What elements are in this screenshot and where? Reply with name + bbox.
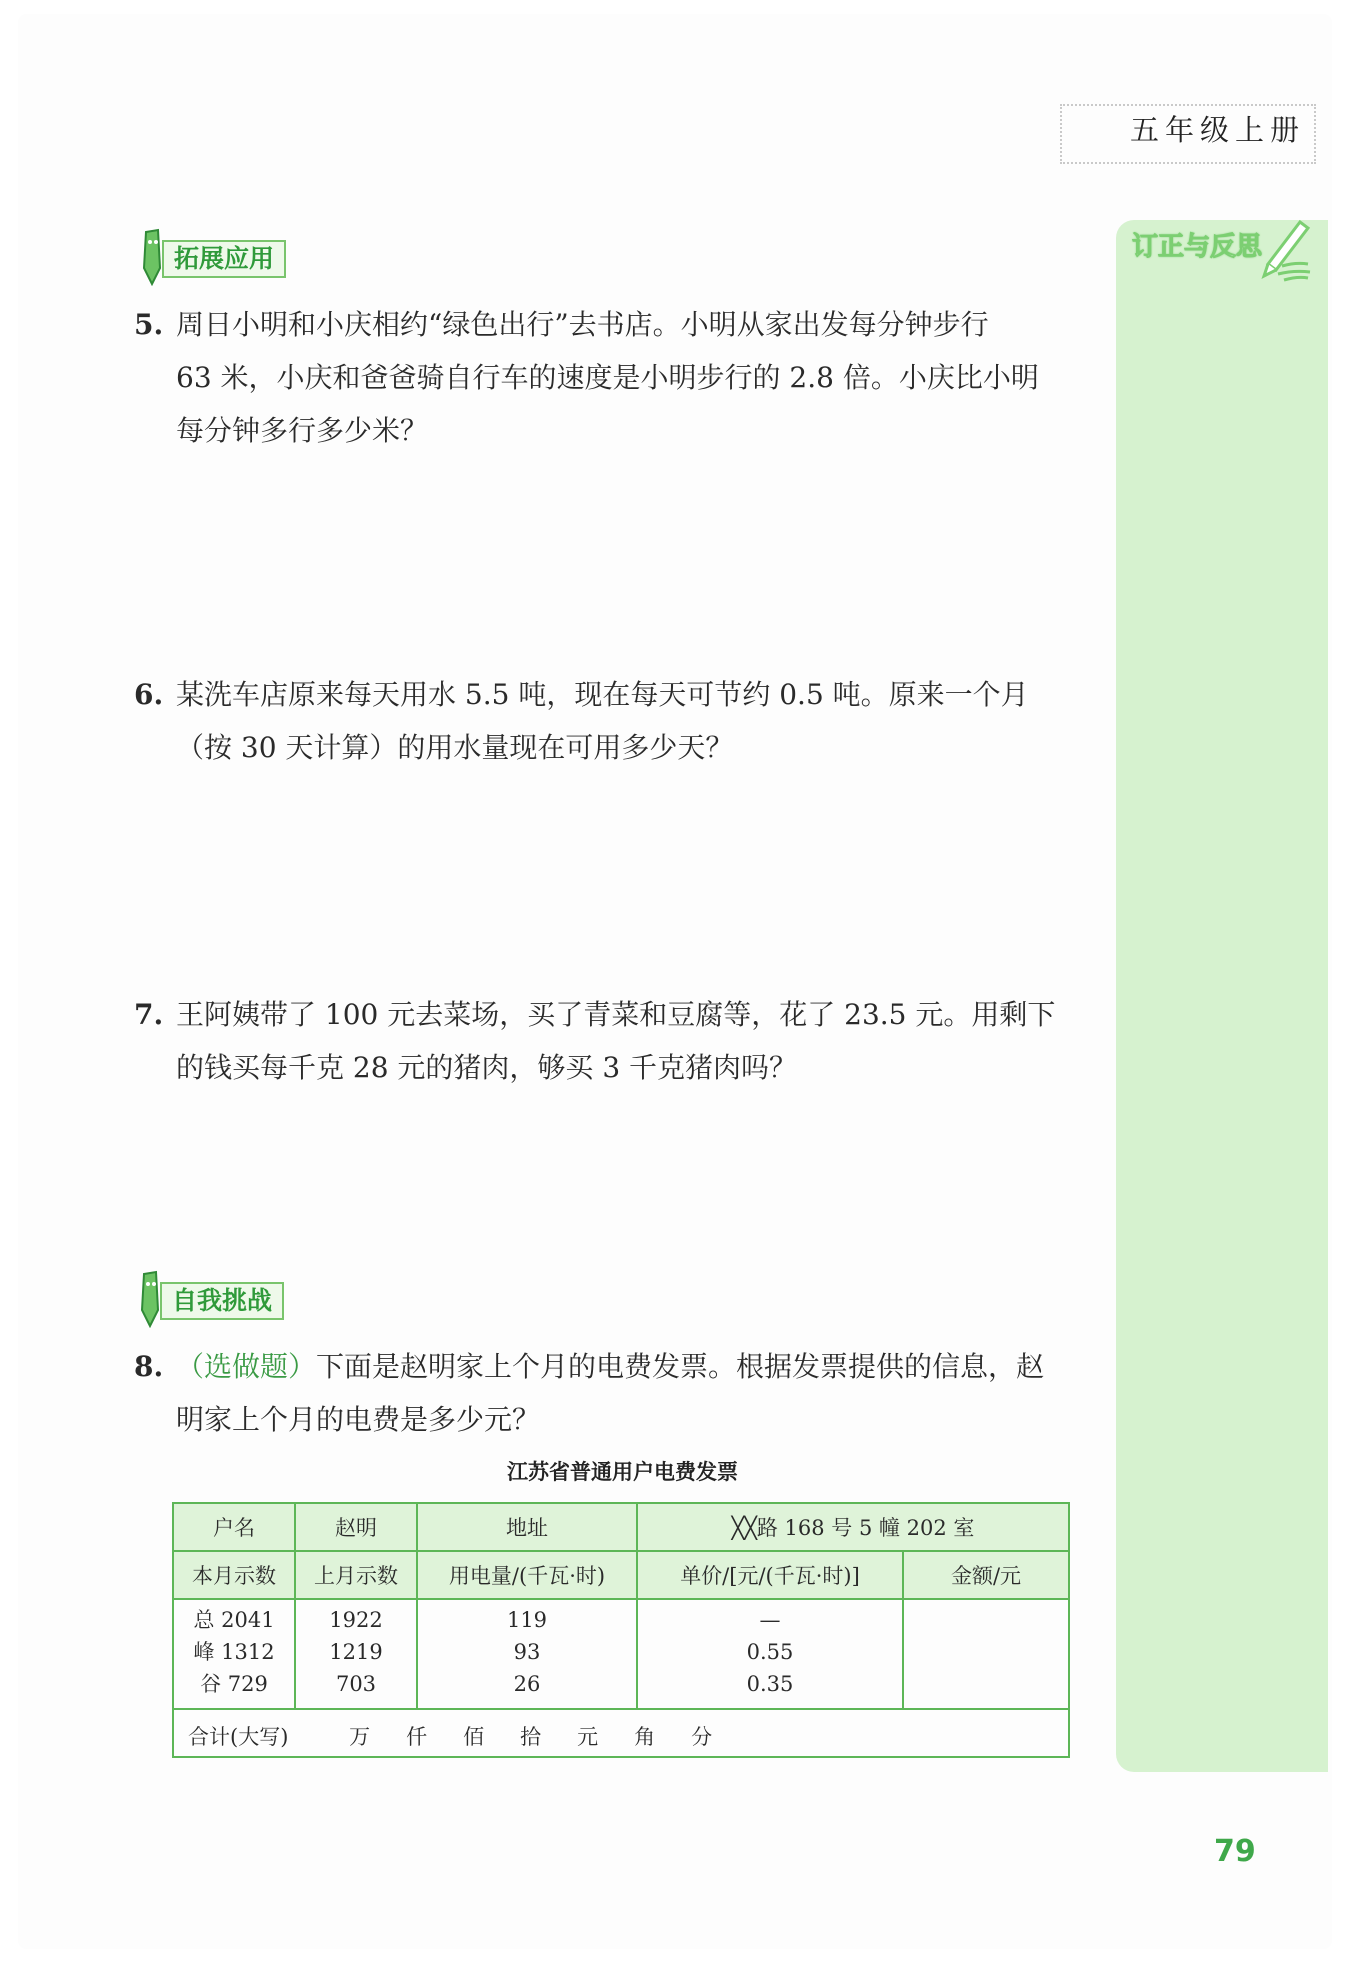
problem-line: 周日小明和小庆相约“绿色出行”去书店。小明从家出发每分钟步行 — [176, 308, 989, 341]
correction-sidebar — [1116, 220, 1328, 1772]
header-current-reading: 本月示数 — [192, 1564, 276, 1588]
usage-valley: 26 — [513, 1672, 541, 1696]
total-row — [188, 1722, 748, 1752]
unit-yuan: 元 — [577, 1725, 599, 1749]
address-value: ╳╳路 168 号 5 幢 202 室 — [731, 1516, 975, 1540]
unit-qian: 仟 — [406, 1725, 428, 1749]
header-amount: 金额/元 — [950, 1564, 1022, 1588]
problem-number: 7. — [134, 998, 164, 1031]
header-unit-price: 单价/[元/(千瓦·时)] — [680, 1564, 860, 1588]
problem-number: 5. — [134, 308, 164, 341]
price-peak: 0.55 — [746, 1640, 794, 1664]
page-number: 79 — [1214, 1834, 1256, 1869]
section-extension-label: 拓展应用 — [162, 240, 286, 278]
account-label: 户名 — [213, 1516, 255, 1540]
header-previous-reading: 上月示数 — [314, 1564, 398, 1588]
header-usage: 用电量/(千瓦·时) — [448, 1564, 606, 1588]
previous-reading-valley: 703 — [335, 1672, 377, 1696]
problem-line: 某洗车店原来每天用水 5.5 吨，现在每天可节约 0.5 吨。原来一个月 — [176, 678, 1029, 711]
address-label: 地址 — [506, 1516, 548, 1540]
unit-wan: 万 — [349, 1725, 371, 1749]
unit-shi: 拾 — [520, 1725, 542, 1749]
usage-total: 119 — [506, 1608, 548, 1632]
optional-tag: （选做题） — [176, 1350, 317, 1383]
total-label: 合计(大写) — [188, 1725, 289, 1749]
previous-reading-peak: 1219 — [329, 1640, 383, 1664]
current-reading-peak: 峰 1312 — [193, 1640, 275, 1664]
problem-line: 明家上个月的电费是多少元？ — [176, 1403, 541, 1436]
problem-line: 王阿姨带了 100 元去菜场，买了青菜和豆腐等，花了 23.5 元。用剩下 — [176, 998, 1056, 1031]
problem-number: 8. — [134, 1350, 164, 1383]
usage-peak: 93 — [513, 1640, 541, 1664]
previous-reading-total: 1922 — [329, 1608, 383, 1632]
unit-jiao: 角 — [634, 1725, 656, 1749]
price-valley: 0.35 — [746, 1672, 794, 1696]
account-name: 赵明 — [335, 1516, 377, 1540]
problem-line: 每分钟多行多少米？ — [176, 414, 429, 447]
current-reading-valley: 谷 729 — [200, 1672, 268, 1696]
unit-bai: 佰 — [463, 1725, 485, 1749]
electricity-bill-table — [172, 1502, 1070, 1758]
unit-fen: 分 — [691, 1725, 713, 1749]
problem-line: （按 30 天计算）的用水量现在可用多少天？ — [176, 731, 734, 764]
problem-number: 6. — [134, 678, 164, 711]
grade-label: 五年级上册 — [1124, 108, 1311, 149]
problem-line: 下面是赵明家上个月的电费发票。根据发票提供的信息，赵 — [316, 1350, 1045, 1383]
price-total: — — [759, 1608, 781, 1632]
bill-title: 江苏省普通用户电费发票 — [507, 1460, 738, 1484]
problem-line: 63 米，小庆和爸爸骑自行车的速度是小明步行的 2.8 倍。小庆比小明 — [176, 361, 1039, 394]
pen-icon — [1258, 214, 1318, 284]
sidebar-title: 订正与反思 — [1132, 232, 1263, 262]
problem-line: 的钱买每千克 28 元的猪肉，够买 3 千克猪肉吗？ — [176, 1051, 798, 1084]
current-reading-total: 总 2041 — [193, 1608, 275, 1632]
section-challenge-label: 自我挑战 — [160, 1282, 284, 1320]
